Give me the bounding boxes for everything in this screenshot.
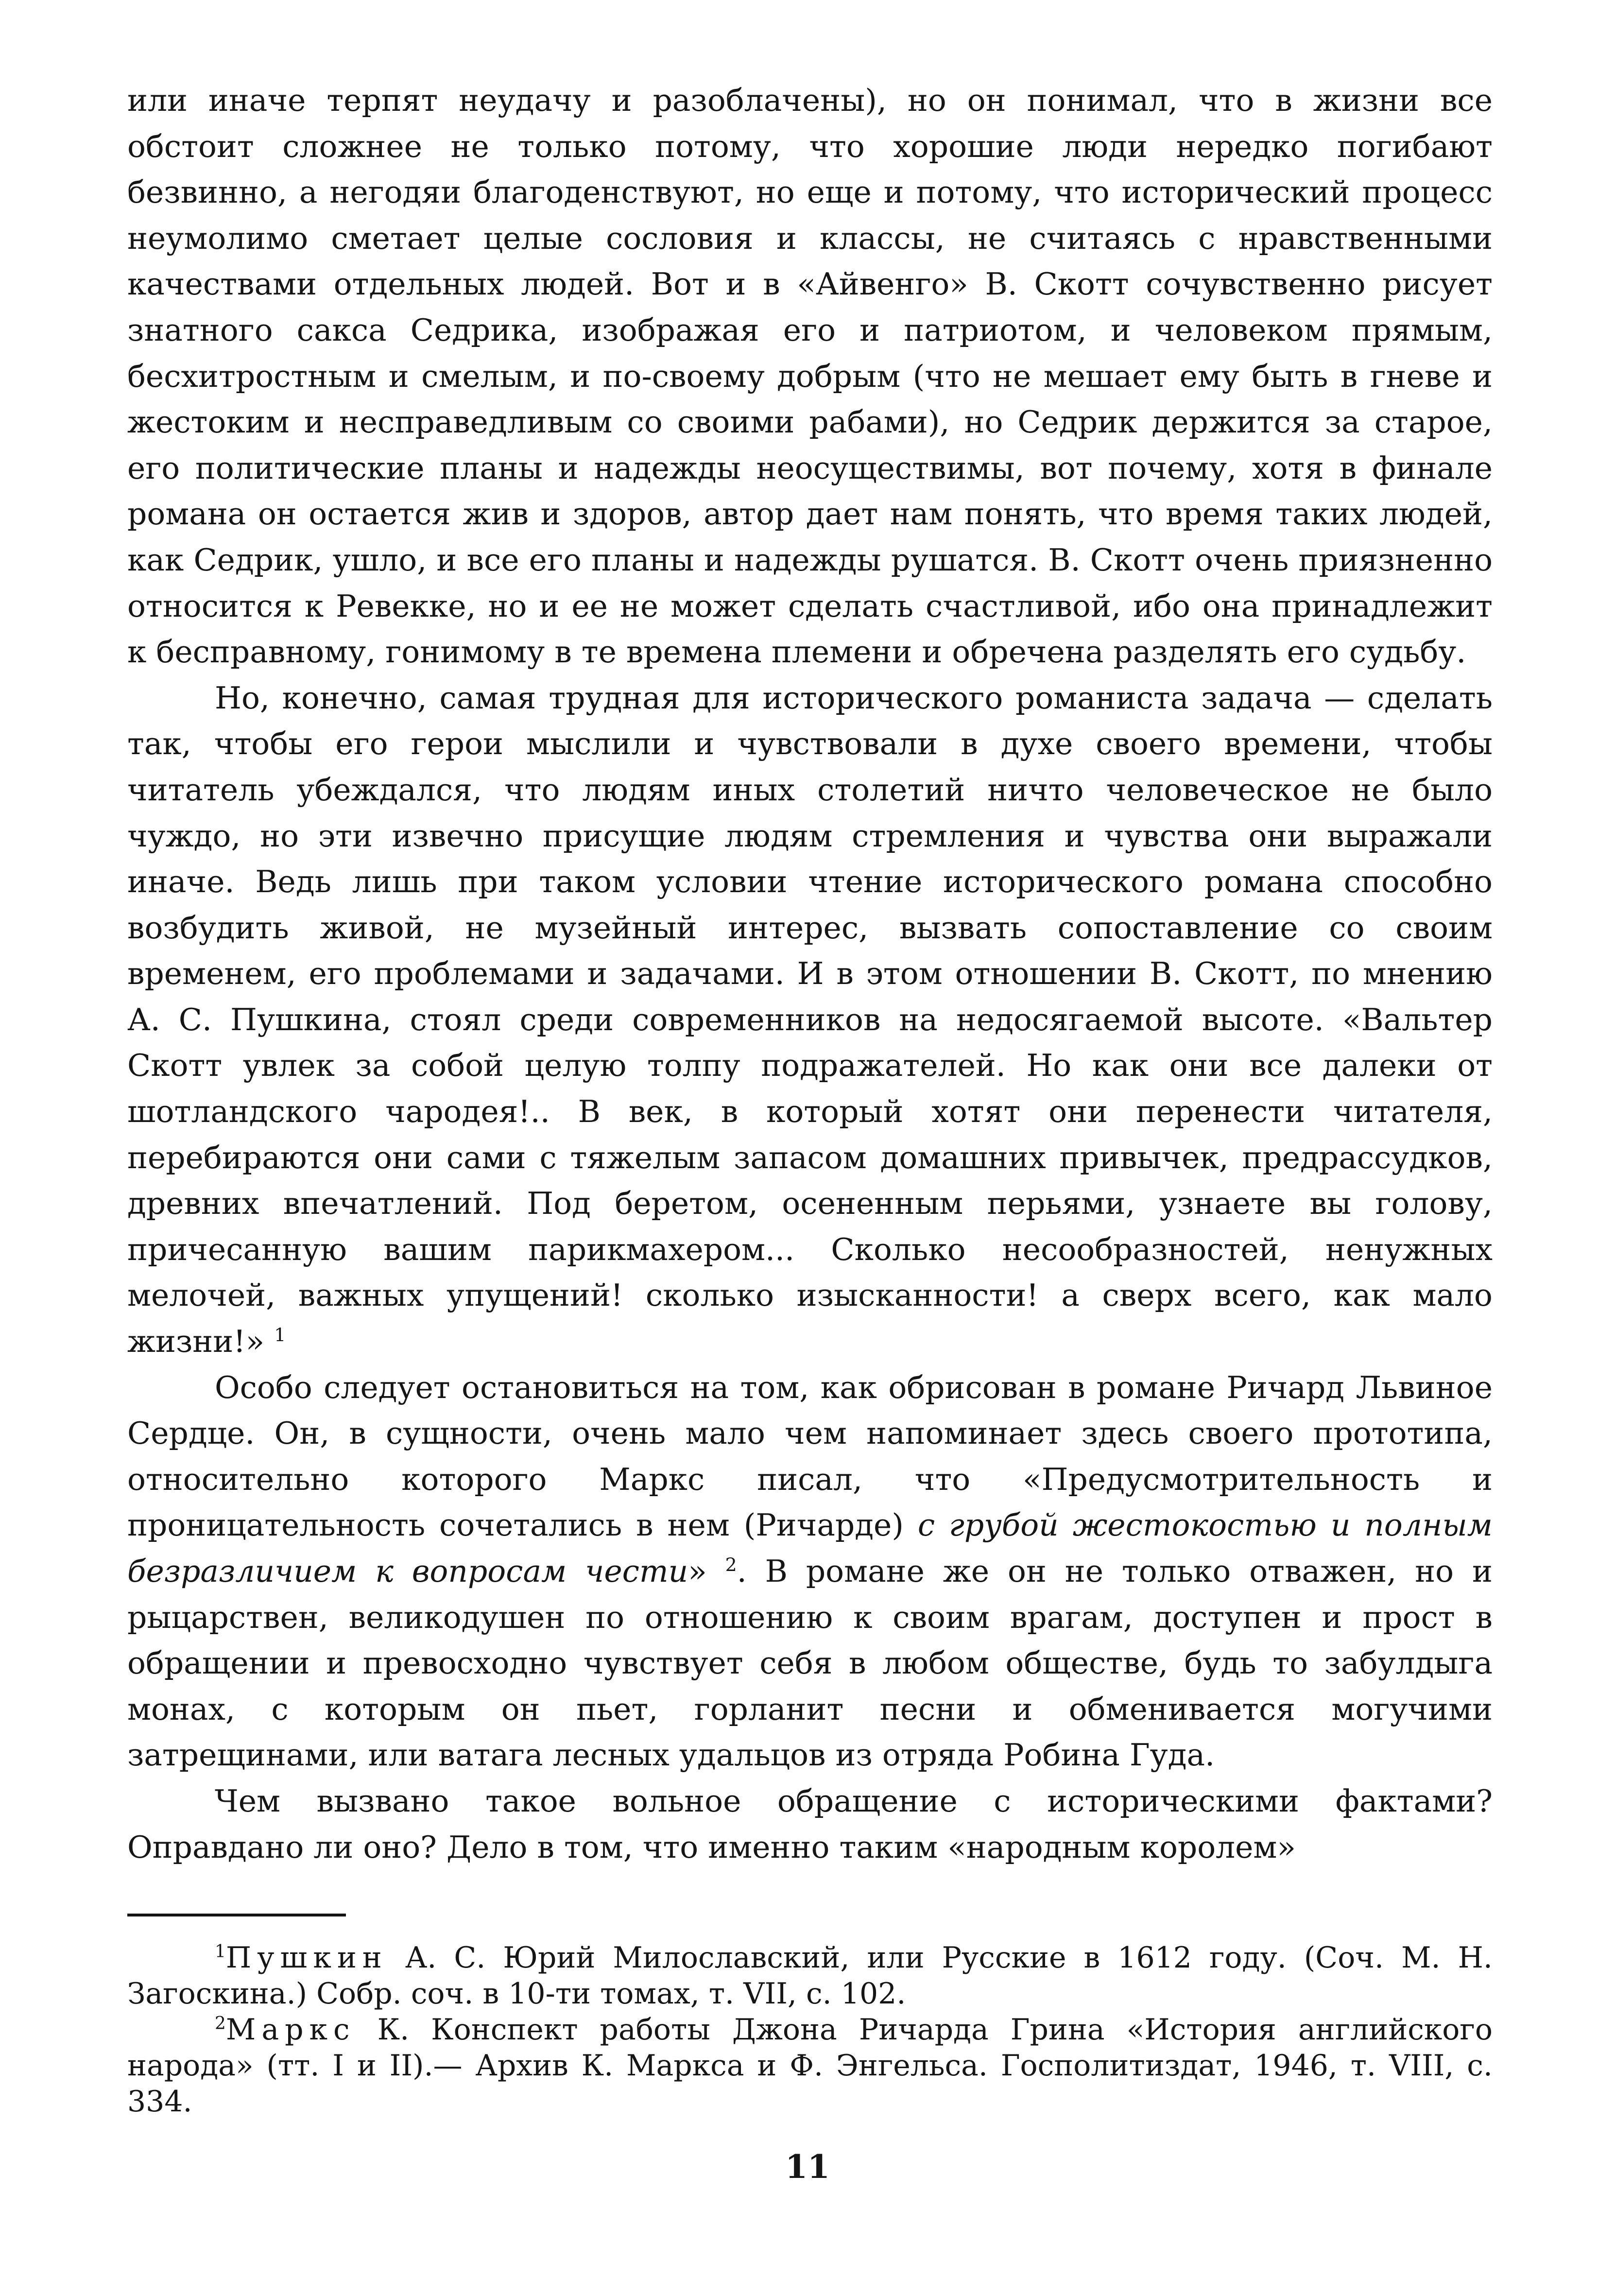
footnote-marker: 1 xyxy=(215,1942,226,1962)
footnote-2 xyxy=(127,2012,1493,2120)
footnote-text: А. С. Юрий Милославский, или Русские в 1612 году. (Соч. М. Н. Загоскина.) Собр. соч. в 10-ти томах, т. VII, с. 102. xyxy=(127,1941,1493,2011)
footnotes xyxy=(127,1940,1493,2120)
footnote-reference: 1 xyxy=(274,1324,286,1346)
text-run: Особо следует остановиться на том, как обрисован в романе Ричард Львиное Сердце. Он, в сущности, очень мало чем напоминает здесь своего прототипа, относительно которого Маркс писал, что «Предусмотрительность и проницательность сочетались в нем (Ричарде) xyxy=(127,1369,1493,1543)
emphasized-quote: с грубой жестокостью и полным безразличием к вопросам чести xyxy=(127,1507,1493,1589)
text-run: или иначе терпят неудачу и разоблачены), но он понимал, что в жизни все обстоит сложнее не только потому, что хорошие люди нередко погибают безвинно, а негодяи благоденствуют, но еще и потому, что исторический процесс неумолимо сметает целые сословия и классы, не считаясь с нравственными качествами отдельных людей. Вот и в «Айвенго» В. Скотт сочувственно рисует знатного сакса Седрика, изображая его и патриотом, и человеком прямым, бесхитростным и смелым, и по-своему добрым (что не мешает ему быть в гневе и жестоким и несправедливым со своими рабами), но Седрик держится за старое, его политические планы и надежды неосуществимы, вот почему, хотя в финале романа он остается жив и здоров, автор дает нам понять, что время таких людей, как Седрик, ушло, и все его планы и надежды рушатся. В. Скотт очень приязненно относится к Ревекке, но и ее не может сделать счастливой, ибо она принадлежит к бесправному, гонимому в те времена племени и обречена разделять его судьбу. xyxy=(127,83,1493,670)
main-text xyxy=(127,78,1493,1870)
page-number: 11 xyxy=(785,2148,830,2186)
footnote-1 xyxy=(127,1940,1493,2012)
paragraph-3 xyxy=(127,1365,1493,1778)
footnote-author: Маркс xyxy=(225,2013,356,2047)
footnote-marker: 2 xyxy=(215,2014,226,2034)
footnote-text: К. Конспект работы Джона Ричарда Грина «История английского народа» (тт. I и II).— Архив К. Маркса и Ф. Энгельса. Госполитиздат, 1946, т. VIII, с. 334. xyxy=(127,2013,1493,2119)
paragraph-1 xyxy=(127,78,1493,675)
footnote-reference: 2 xyxy=(725,1554,737,1575)
text-run: Но, конечно, самая трудная для исторического романиста задача — сделать так, чтобы его герои мыслили и чувствовали в духе своего времени, чтобы читатель убеждался, что людям иных столетий ничто человеческое не было чуждо, но эти извечно присущие людям стремления и чувства они выражали иначе. Ведь лишь при таком условии чтение исторического романа способно возбудить живой, не музейный интерес, вызвать сопоставление со своим временем, его проблемами и задачами. И в этом отношении В. Скотт, по мнению А. С. Пушкина, стоял среди современников на недосягаемой высоте. «Вальтер Скотт увлек за собой целую толпу подражателей. Но как они все далеки от шотландского чародея!.. В век, в который хотят они перенести читателя, перебираются они сами с тяжелым запасом домашних привычек, предрассудков, древних впечатлений. Под беретом, осененным перьями, узнаете вы голову, причесанную вашим парикмахером... Сколько несообразностей, ненужных мелочей, важных упущений! сколько изысканности! а сверх всего, как мало жизни!» xyxy=(127,680,1493,1360)
footnote-author: Пушкин xyxy=(225,1941,388,1975)
text-run: Чем вызвано такое вольное обращение с историческими фактами? Оправдано ли оно? Дело в том, что именно таким «народным королем» xyxy=(127,1783,1493,1865)
text-run: » xyxy=(688,1554,725,1589)
paragraph-4 xyxy=(127,1778,1493,1870)
paragraph-2 xyxy=(127,675,1493,1365)
footnote-separator xyxy=(127,1914,346,1916)
text-run: . В романе же он не только отважен, но и рыцарствен, великодушен по отношению к своим врагам, доступен и прост в обращении и превосходно чувствует себя в любом обществе, будь то забулдыга монах, с которым он пьет, горланит песни и обменивается могучими затрещинами, или ватага лесных удальцов из отряда Робина Гуда. xyxy=(127,1554,1493,1773)
